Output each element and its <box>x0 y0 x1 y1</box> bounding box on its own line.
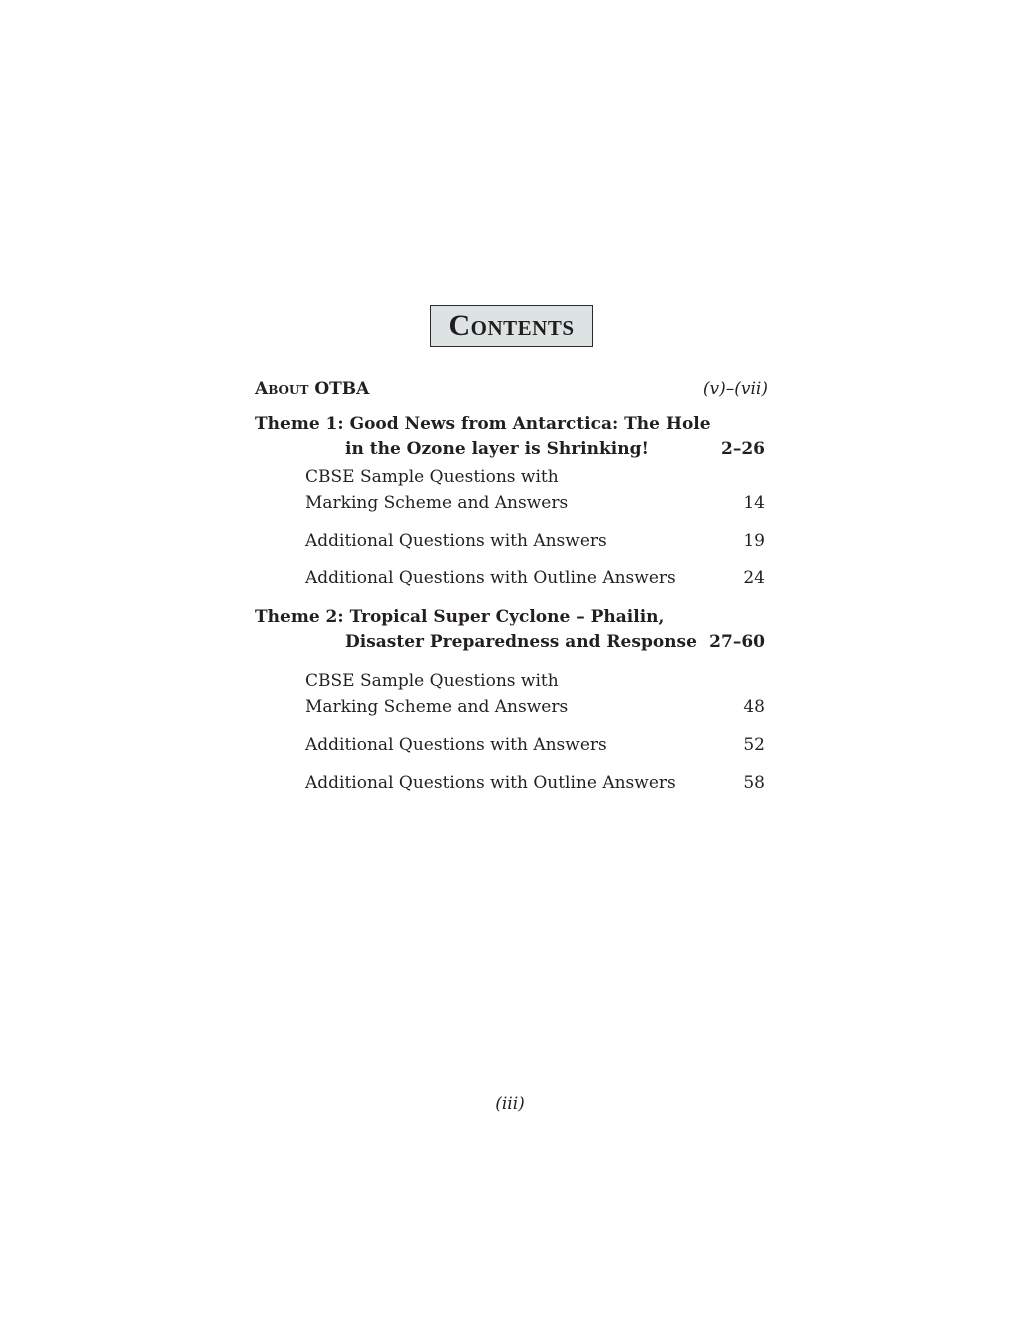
toc-theme2-pages: 27–60 <box>709 632 765 652</box>
toc-theme1-title-line1[interactable]: Theme 1: Good News from Antarctica: The Hole <box>255 414 711 434</box>
page-number: (iii) <box>495 1094 525 1114</box>
toc-theme1-pages: 2–26 <box>721 439 765 459</box>
toc-theme2-item3[interactable]: Additional Questions with Outline Answers <box>305 773 676 793</box>
contents-title: Contents <box>430 305 593 347</box>
toc-entry-about[interactable] <box>255 376 369 402</box>
toc-entry-about-prefix: About <box>255 379 309 399</box>
toc-theme2-item1-line2[interactable]: Marking Scheme and Answers <box>305 697 569 717</box>
toc-theme2-item2-page: 52 <box>743 735 765 755</box>
toc-theme1-item3-page: 24 <box>743 568 765 588</box>
toc-theme2-item2[interactable]: Additional Questions with Answers <box>305 735 607 755</box>
toc-theme2-title-line2[interactable]: Disaster Preparedness and Response <box>345 632 697 652</box>
toc-entry-about-label: OTBA <box>314 379 370 399</box>
toc-theme1-item3[interactable]: Additional Questions with Outline Answers <box>305 568 676 588</box>
toc-theme2-title-line1[interactable]: Theme 2: Tropical Super Cyclone – Phailin, <box>255 607 665 627</box>
toc-theme1-item1-line1[interactable]: CBSE Sample Questions with <box>305 467 559 487</box>
toc-theme1-item2[interactable]: Additional Questions with Answers <box>305 531 607 551</box>
toc-theme1-item1-line2[interactable]: Marking Scheme and Answers <box>305 493 569 513</box>
toc-theme2-item3-page: 58 <box>743 773 765 793</box>
toc-theme1-title-line2[interactable]: in the Ozone layer is Shrinking! <box>345 439 649 459</box>
toc-entry-about-pages: (v)–(vii) <box>702 379 768 399</box>
toc-theme2-item1-page: 48 <box>743 697 765 717</box>
toc-theme1-item1-page: 14 <box>743 493 765 513</box>
toc-theme2-item1-line1[interactable]: CBSE Sample Questions with <box>305 671 559 691</box>
toc-theme1-item2-page: 19 <box>743 531 765 551</box>
